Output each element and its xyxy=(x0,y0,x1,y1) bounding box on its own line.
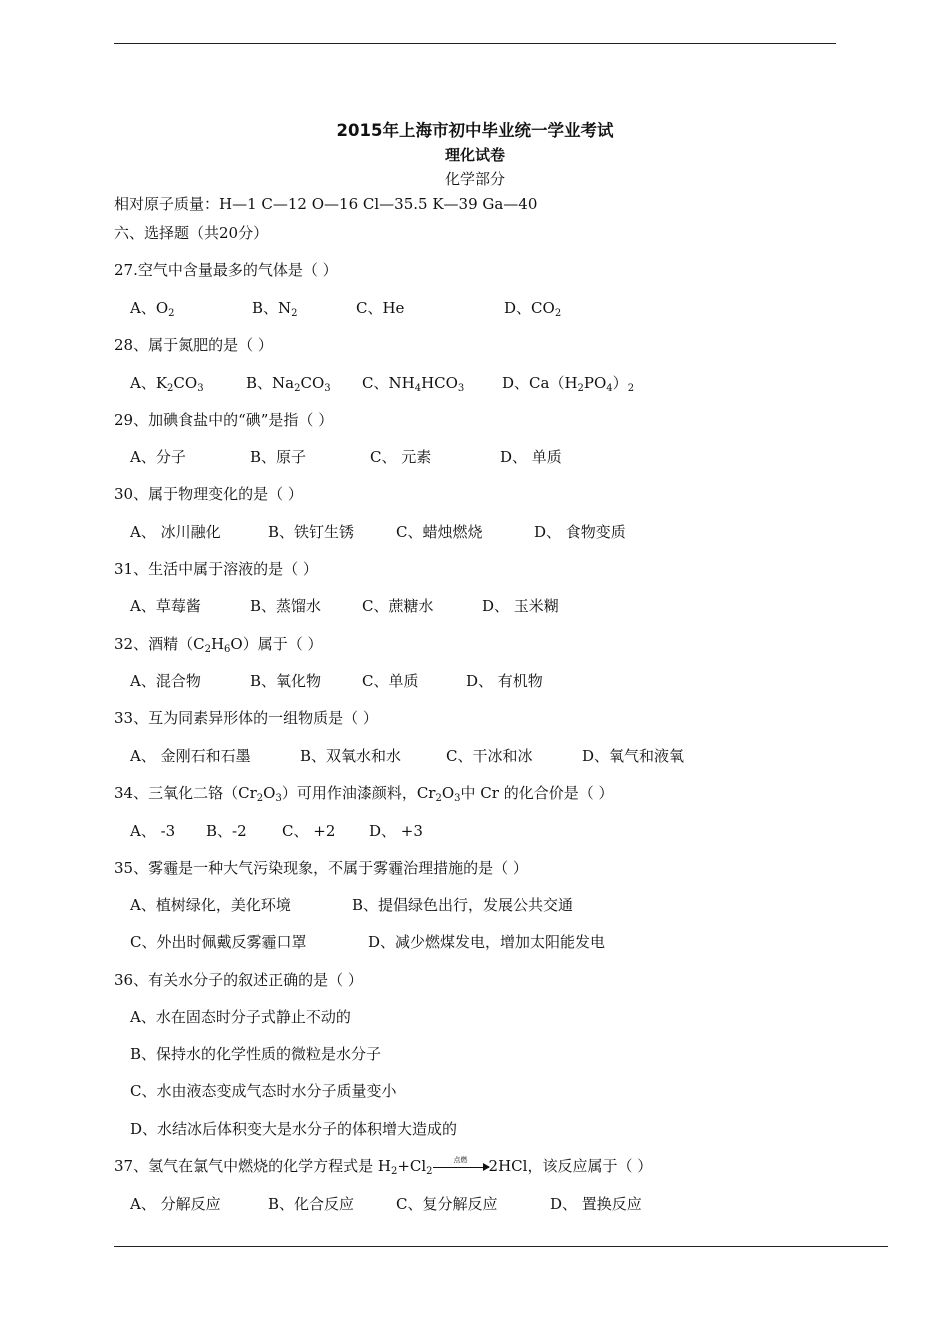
q32-option-d[interactable]: D、 有机物 xyxy=(466,672,543,690)
q35-option-d[interactable]: D、减少燃煤发电，增加太阳能发电 xyxy=(368,933,606,951)
q36-option-d[interactable]: D、水结冰后体积变大是水分子的体积增大造成的 xyxy=(130,1120,458,1138)
q28-option-c[interactable]: C、$NH_4HCO_3$ xyxy=(362,374,465,394)
q34-option-b[interactable]: B、-2 xyxy=(206,822,247,840)
reaction-condition: 点燃 xyxy=(453,1156,468,1164)
q35-option-b[interactable]: B、提倡绿色出行，发展公共交通 xyxy=(352,896,574,914)
question-28-stem: 28、属于氮肥的是（ ） xyxy=(114,336,273,354)
exam-title: 2015年上海市初中毕业统一学业考试 xyxy=(336,121,614,140)
q36-option-b[interactable]: B、保持水的化学性质的微粒是水分子 xyxy=(130,1045,382,1063)
q34-option-a[interactable]: A、 -3 xyxy=(130,822,176,840)
q31-option-b[interactable]: B、蒸馏水 xyxy=(250,597,322,615)
q33-option-d[interactable]: D、氧气和液氧 xyxy=(582,747,685,765)
header-rule xyxy=(114,43,836,44)
q27-option-a[interactable]: A、$O_2$ xyxy=(130,299,175,319)
q28-option-a[interactable]: A、$K_2CO_3$ xyxy=(130,374,204,394)
question-35-stem: 35、雾霾是一种大气污染现象，不属于雾霾治理措施的是（ ） xyxy=(114,859,528,877)
q30-option-d[interactable]: D、 食物变质 xyxy=(534,523,626,541)
q29-option-b[interactable]: B、原子 xyxy=(250,448,307,466)
q35-option-a[interactable]: A、植树绿化，美化环境 xyxy=(130,896,291,914)
q37-option-a[interactable]: A、 分解反应 xyxy=(130,1195,221,1213)
q34-option-d[interactable]: D、 +3 xyxy=(369,822,423,840)
q28-option-d[interactable]: D、$Ca(H_2PO_4)_2$ xyxy=(502,374,635,394)
question-32-stem: 32、酒精$(C_2H_6O)$属于（ ） xyxy=(114,635,323,655)
q32-option-a[interactable]: A、混合物 xyxy=(130,672,201,690)
q31-option-a[interactable]: A、草莓酱 xyxy=(130,597,201,615)
q31-option-d[interactable]: D、 玉米糊 xyxy=(482,597,559,615)
exam-subtitle: 理化试卷 xyxy=(444,146,505,164)
q27-option-b[interactable]: B、$N_2$ xyxy=(252,299,298,319)
q37-option-d[interactable]: D、 置换反应 xyxy=(550,1195,642,1213)
q32-option-c[interactable]: C、单质 xyxy=(362,672,419,690)
q37-option-b[interactable]: B、化合反应 xyxy=(268,1195,355,1213)
question-27-stem: 27.空气中含量最多的气体是（ ） xyxy=(114,261,338,279)
q30-option-a[interactable]: A、 冰川融化 xyxy=(130,523,221,541)
q29-option-a[interactable]: A、分子 xyxy=(130,448,186,466)
q30-option-c[interactable]: C、蜡烛燃烧 xyxy=(396,523,483,541)
question-30-stem: 30、属于物理变化的是（ ） xyxy=(114,485,303,503)
question-37-stem: 37、氢气在氯气中燃烧的化学方程式是 $H_2+Cl_2$ 点燃 2HCl，该反应属于（ ） xyxy=(114,1156,653,1177)
q33-option-c[interactable]: C、干冰和冰 xyxy=(446,747,533,765)
q28-option-b[interactable]: B、$Na_2CO_3$ xyxy=(246,374,331,394)
q35-option-c[interactable]: C、外出时佩戴反雾霾口罩 xyxy=(130,933,307,951)
reaction-arrow-icon xyxy=(433,1156,489,1174)
q36-option-a[interactable]: A、水在固态时分子式静止不动的 xyxy=(130,1008,351,1026)
question-29-stem: 29、加碘食盐中的“碘”是指（ ） xyxy=(114,411,334,429)
question-31-stem: 31、生活中属于溶液的是（ ） xyxy=(114,560,318,578)
section-part-title: 化学部分 xyxy=(444,170,505,188)
q32-option-b[interactable]: B、氧化物 xyxy=(250,672,322,690)
section-heading: 六、选择题（共20分） xyxy=(114,224,269,242)
question-33-stem: 33、互为同素异形体的一组物质是（ ） xyxy=(114,709,378,727)
q27-option-c[interactable]: C、He xyxy=(356,299,405,317)
q37-option-c[interactable]: C、复分解反应 xyxy=(396,1195,498,1213)
q30-option-b[interactable]: B、铁钉生锈 xyxy=(268,523,355,541)
q33-option-b[interactable]: B、双氧水和水 xyxy=(300,747,402,765)
q27-option-d[interactable]: D、$CO_2$ xyxy=(504,299,562,319)
q33-option-a[interactable]: A、 金刚石和石墨 xyxy=(130,747,251,765)
atomic-masses-line: 相对原子质量：H—1 C—12 O—16 Cl—35.5 K—39 Ga—40 xyxy=(114,195,538,213)
footer-rule xyxy=(114,1246,888,1247)
q31-option-c[interactable]: C、蔗糖水 xyxy=(362,597,434,615)
q34-option-c[interactable]: C、 +2 xyxy=(282,822,336,840)
question-36-stem: 36、有关水分子的叙述正确的是（ ） xyxy=(114,971,363,989)
question-34-stem: 34、三氧化二铬$(Cr_2O_3)$可用作油漆颜料，$Cr_2O_3$中 Cr 的化合价是（ ） xyxy=(114,784,614,804)
q29-option-d[interactable]: D、 单质 xyxy=(500,448,562,466)
q36-option-c[interactable]: C、水由液态变成气态时水分子质量变小 xyxy=(130,1082,397,1100)
q29-option-c[interactable]: C、 元素 xyxy=(370,448,432,466)
